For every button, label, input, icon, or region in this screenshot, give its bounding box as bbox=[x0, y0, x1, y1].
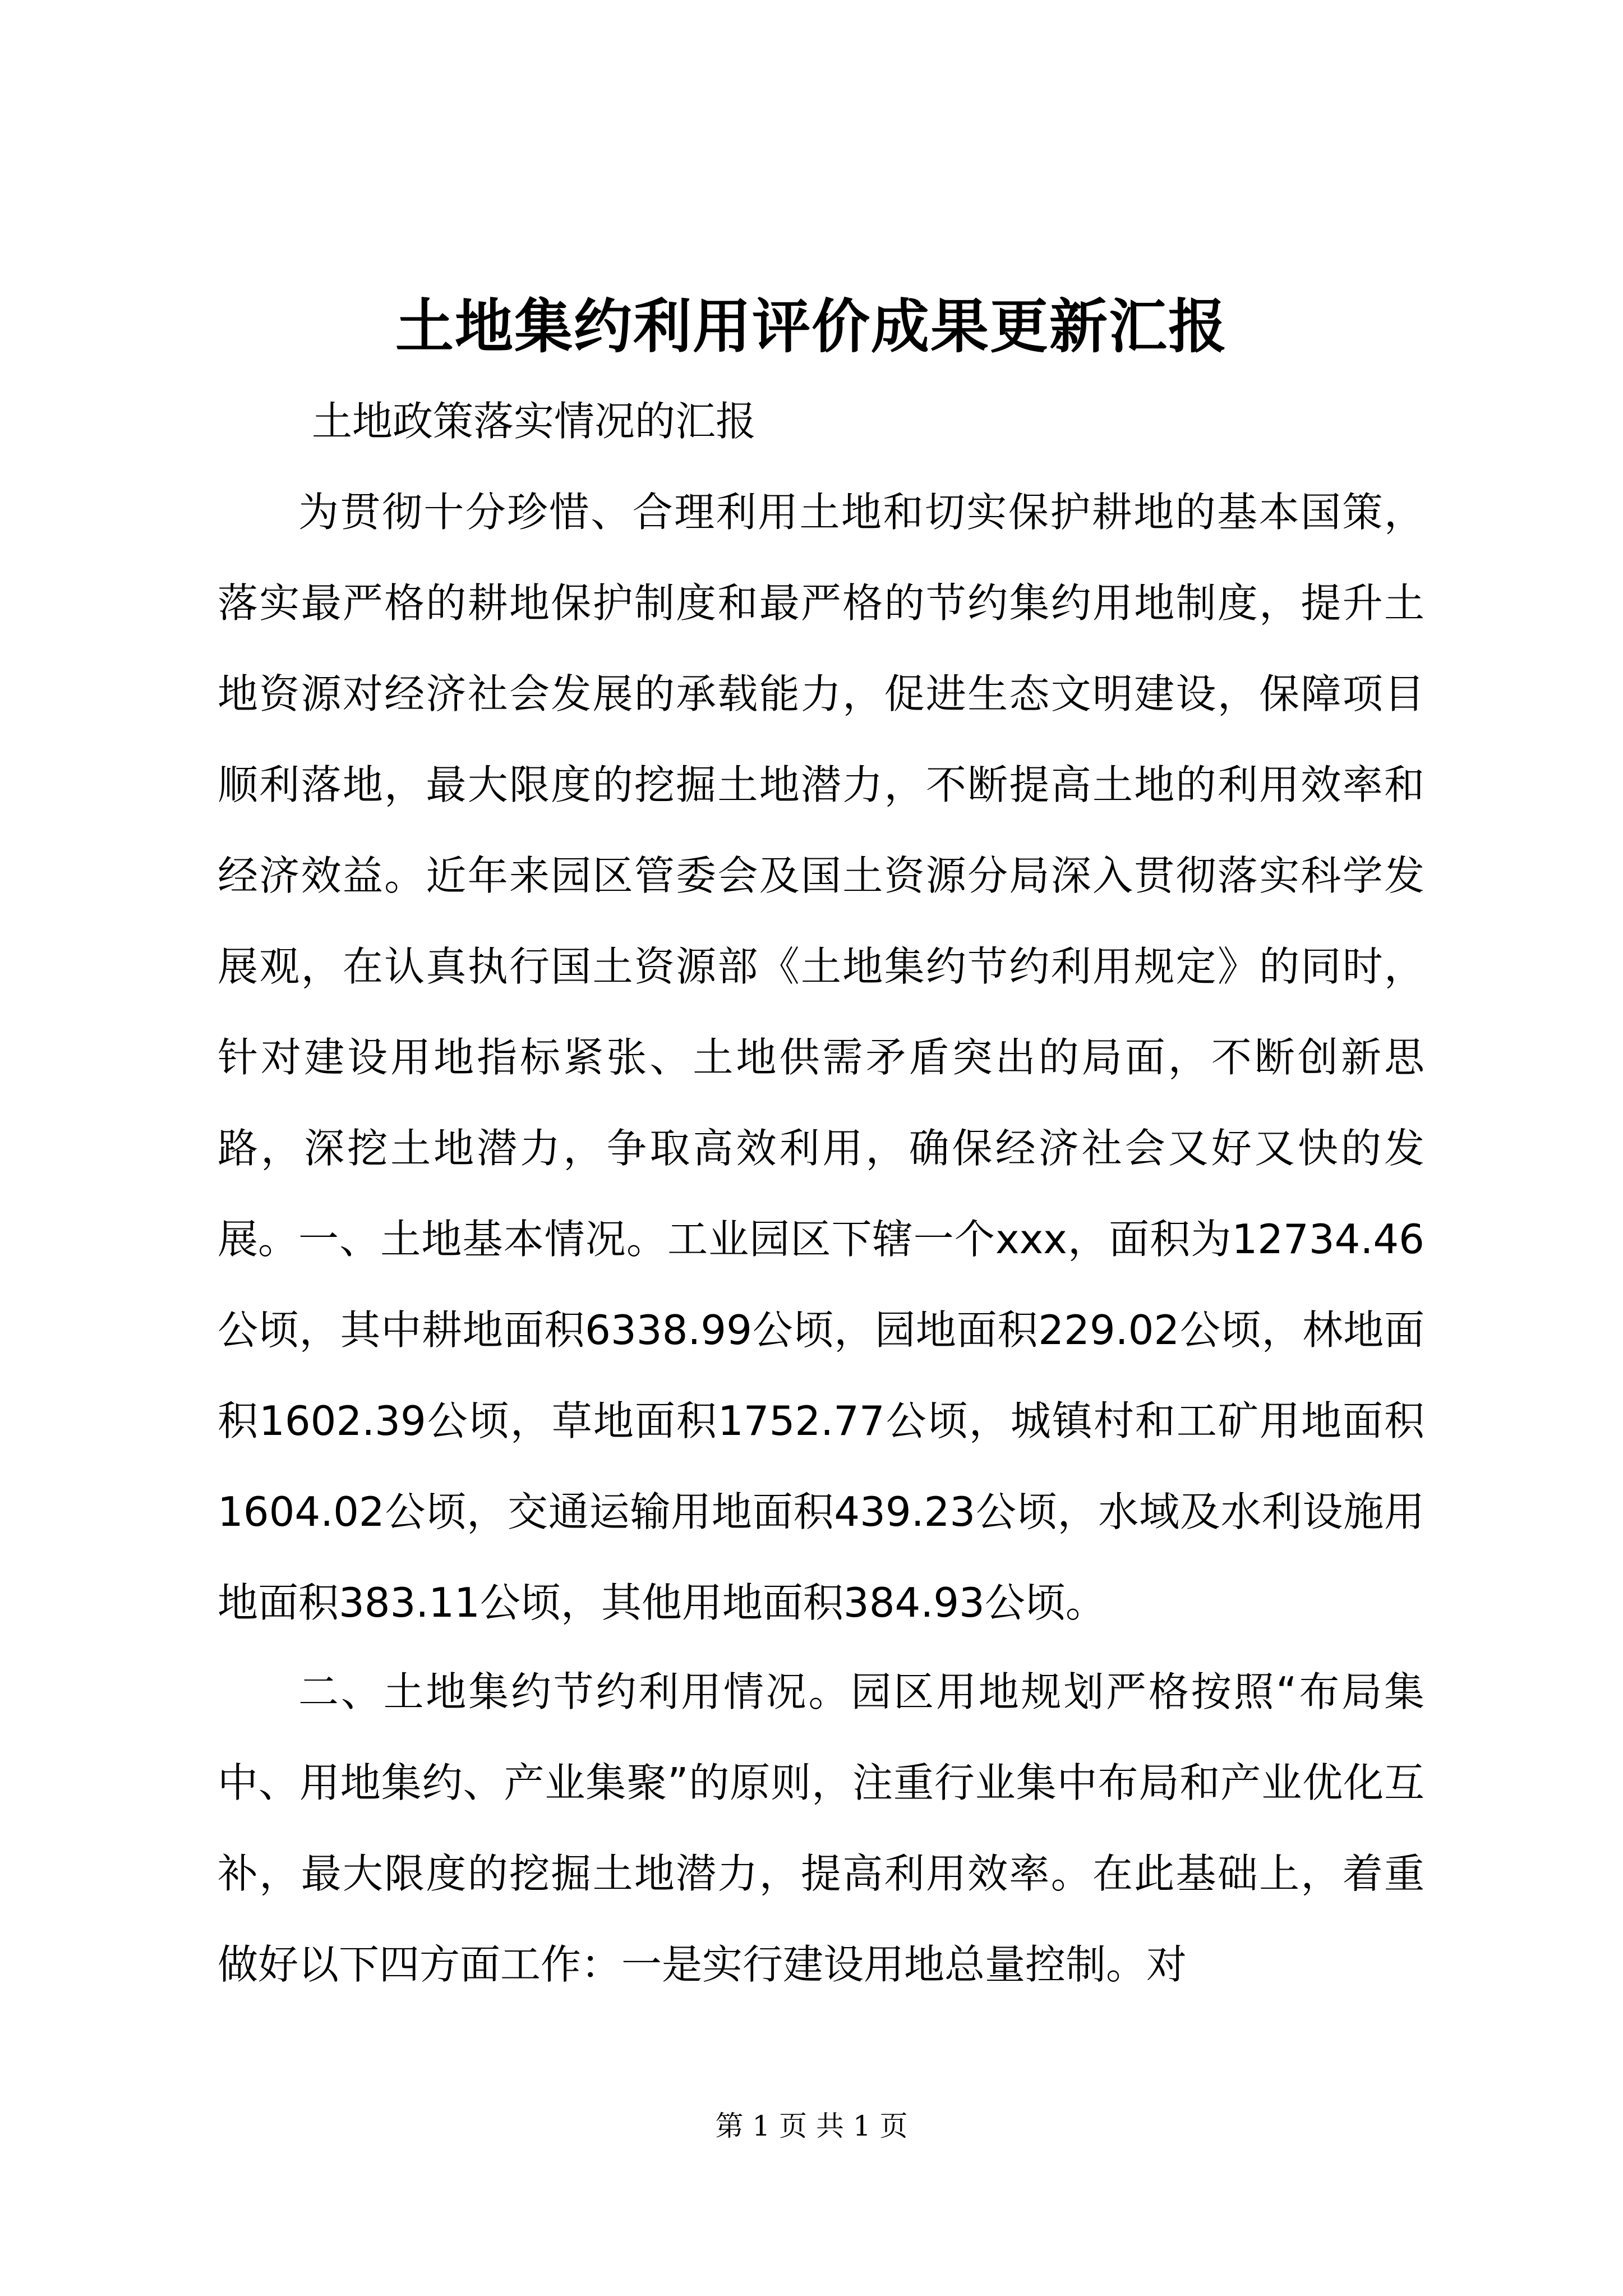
paragraph-intensive-use: 二、土地集约节约利用情况。园区用地规划严格按照“布局集中、用地集约、产业集聚”的原则，注重行业集中布局和产业优化互补，最大限度的挖掘土地潜力，提高利用效率。在此基础上，着重做好以下四方面工作：一是实行建设用地总量控制。对 bbox=[218, 1668, 1424, 1988]
document-subtitle: 土地政策落实情况的汇报 bbox=[312, 398, 757, 445]
paragraph-policy-intro: 为贯彻十分珍惜、合理利用土地和切实保护耕地的基本国策，落实最严格的耕地保护制度和最严格的节约集约用地制度，提升土地资源对经济社会发展的承载能力，促进生态文明建设，保障项目顺利落地，最大限度的挖掘土地潜力，不断提高土地的利用效率和经济效益。近年来园区管委会及国土资源分局深入贯彻落实科学发展观，在认真执行国土资源部《土地集约节约利用规定》的同时，针对建设用地指标紧张、土地供需矛盾突出的局面，不断创新思路，深挖土地潜力，争取高效利用，确保经济社会又好又快的发展。 bbox=[218, 489, 1424, 1263]
document-title: 土地集约利用评价成果更新汇报 bbox=[395, 292, 1228, 361]
paragraph-land-basics: 一、土地基本情况。工业园区下辖一个xxx，面积为12734.46公顷，其中耕地面积6338.99公顷，园地面积229.02公顷，林地面积1602.39公顷，草地面积1752.77公顷，城镇村和工矿用地面积1604.02公顷，交通运输用地面积439.23公顷，水域及水利设施用地面积383.11公顷，其他用地面积384.93公顷。 bbox=[218, 1216, 1424, 1626]
page-number-footer: 第 1 页 共 1 页 bbox=[715, 2110, 908, 2142]
